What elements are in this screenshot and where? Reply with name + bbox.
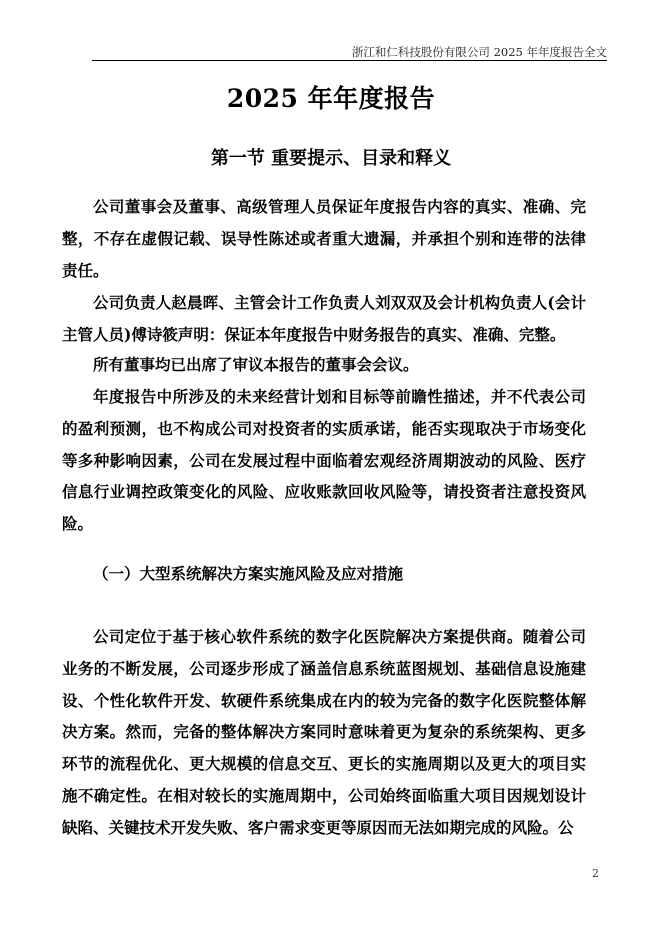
report-title: 2025 年年度报告 [226, 84, 436, 113]
paragraph-responsible-persons: 公司负责人赵晨晖、主管会计工作负责人刘双双及会计机构负责人(会计主管人员)傅诗筱声明：保证本年度报告中财务报告的真实、准确、完整。 [62, 293, 586, 344]
header-text: 浙江和仁科技股份有限公司 2025 年年度报告全文 [351, 45, 607, 59]
page-number: 2 [592, 867, 599, 880]
subsection-title: （一）大型系统解决方案实施风险及应对措施 [93, 564, 404, 583]
section-title: 第一节 重要提示、目录和释义 [210, 148, 452, 169]
paragraph-board-statement: 公司董事会及董事、高级管理人员保证年度报告内容的真实、准确、完整，不存在虚假记载、误导性陈述或者重大遗漏，并承担个别和连带的法律责任。 [62, 197, 586, 280]
paragraph-risk-description: 公司定位于基于核心软件系统的数字化医院解决方案提供商。随着公司业务的不断发展，公司逐步形成了涵盖信息系统蓝图规划、基础信息设施建设、个性化软件开发、软硬件系统集成在内的较为完备的数字化医院整体解决方案。然而，完备的整体解决方案同时意味着更为复杂的系统架构、更多环节的流程优化、更大规模的信息交互、更长的实施周期以及更大的项目实施不确定性。在相对较长的实施周期中，公司始终面临重大项目因规划设计缺陷、关键技术开发失败、客户需求变更等原因而无法如期完成的风险。公 [62, 627, 586, 837]
paragraph-forward-looking: 年度报告中所涉及的未来经营计划和目标等前瞻性描述，并不代表公司的盈利预测，也不构成公司对投资者的实质承诺，能否实现取决于市场变化等多种影响因素，公司在发展过程中面临着宏观经济周期波动的风险、医疗信息行业调控政策变化的风险、应收账款回收风险等，请投资者注意投资风险。 [62, 387, 586, 534]
page-header [92, 38, 607, 61]
paragraph-attendance: 所有董事均已出席了审议本报告的董事会会议。 [93, 355, 419, 374]
